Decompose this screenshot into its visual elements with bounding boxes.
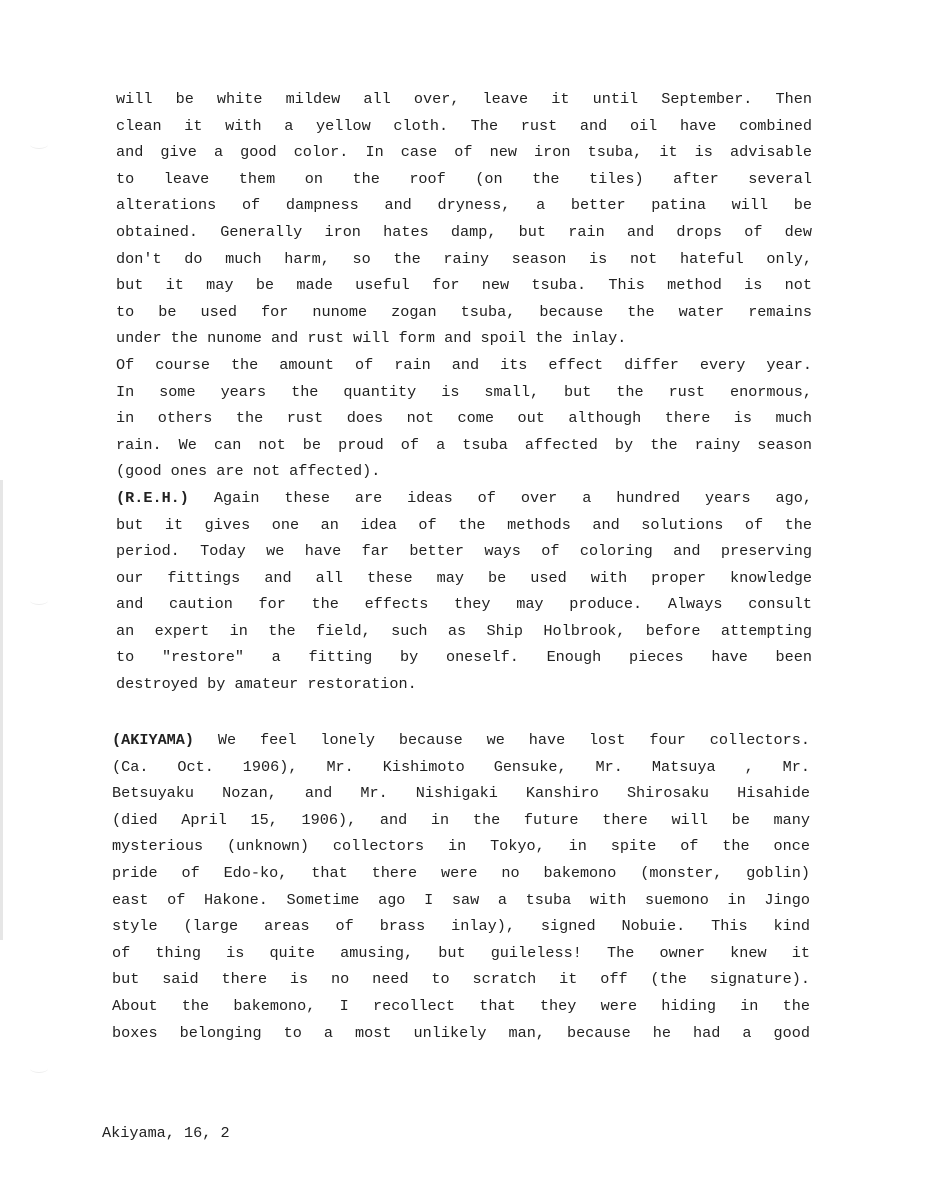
text-line: (died April 15, 1906), and in the future there will be many (112, 810, 810, 829)
scan-edge-shadow-lower (0, 640, 3, 940)
page-footer-label: Akiyama, 16, 2 (102, 1124, 230, 1142)
text-line: Of course the amount of rain and its effect differ every year. (116, 355, 812, 374)
text-line: pride of Edo-ko, that there were no bakemono (monster, goblin) (112, 863, 810, 882)
punch-hole-mark (30, 140, 48, 149)
text-line: obtained. Generally iron hates damp, but rain and drops of dew (116, 222, 812, 241)
text-line: but it gives one an idea of the methods and solutions of the (116, 515, 812, 534)
text-line: destroyed by amateur restoration. (116, 675, 417, 694)
text-line: east of Hakone. Sometime ago I saw a tsuba with suemono in Jingo (112, 890, 810, 909)
text-line: mysterious (unknown) collectors in Tokyo, in spite of the once (112, 837, 810, 856)
text-line: boxes belonging to a most unlikely man, because he had a good (112, 1023, 810, 1042)
text-line: and give a good color. In case of new iron tsuba, it is advisable (116, 143, 812, 162)
text-line: Betsuyaku Nozan, and Mr. Nishigaki Kanshiro Shirosaku Hisahide (112, 784, 810, 803)
punch-hole-mark (30, 596, 48, 605)
text-line: In some years the quantity is small, but the rust enormous, (116, 382, 812, 401)
text-line: will be white mildew all over, leave it until September. Then (116, 90, 812, 108)
text-line: (Ca. Oct. 1906), Mr. Kishimoto Gensuke, Mr. Matsuya , Mr. (112, 757, 810, 776)
text-line: under the nunome and rust will form and spoil the inlay. (116, 329, 627, 348)
text-line-reh (116, 485, 812, 512)
text-line: our fittings and all these may be used with proper knowledge (116, 568, 812, 587)
text-line: to leave them on the roof (on the tiles) after several (116, 169, 812, 188)
punch-hole-mark (30, 1064, 48, 1073)
text-line: of thing is quite amusing, but guileless! The owner knew it (112, 943, 810, 962)
text-line-akiyama (112, 727, 810, 754)
text-line: and caution for the effects they may produce. Always consult (116, 595, 812, 614)
text-line: rain. We can not be proud of a tsuba affected by the rainy season (116, 435, 812, 454)
text-line: (good ones are not affected). (116, 462, 381, 481)
text-line-content: Again these are ideas of over a hundred years ago, (188, 488, 812, 507)
text-line: in others the rust does not come out although there is much (116, 409, 812, 428)
text-line: period. Today we have far better ways of coloring and preserving (116, 542, 812, 561)
text-line: About the bakemono, I recollect that they were hiding in the (112, 996, 810, 1015)
text-line: an expert in the field, such as Ship Holbrook, before attempting (116, 621, 812, 640)
text-line: style (large areas of brass inlay), signed Nobuie. This kind (112, 917, 810, 936)
scan-edge-shadow (0, 480, 3, 650)
text-block-akiyama (112, 727, 810, 1046)
text-line: but said there is no need to scratch it off (the signature). (112, 970, 810, 989)
text-line: but it may be made useful for new tsuba. This method is not (116, 276, 812, 295)
speaker-label-akiyama: (AKIYAMA) (112, 731, 195, 749)
text-line: to "restore" a fitting by oneself. Enough pieces have been (116, 648, 812, 667)
text-block-tsuba-care (116, 86, 812, 698)
text-line: to be used for nunome zogan tsuba, because the water remains (116, 302, 812, 321)
text-line-content: We feel lonely because we have lost four collectors. (194, 731, 810, 749)
text-line: alterations of dampness and dryness, a better patina will be (116, 196, 812, 215)
text-line: don't do much harm, so the rainy season is not hateful only, (116, 249, 812, 268)
text-line: clean it with a yellow cloth. The rust and oil have combined (116, 116, 812, 135)
speaker-label-reh: (R.E.H.) (116, 488, 189, 507)
